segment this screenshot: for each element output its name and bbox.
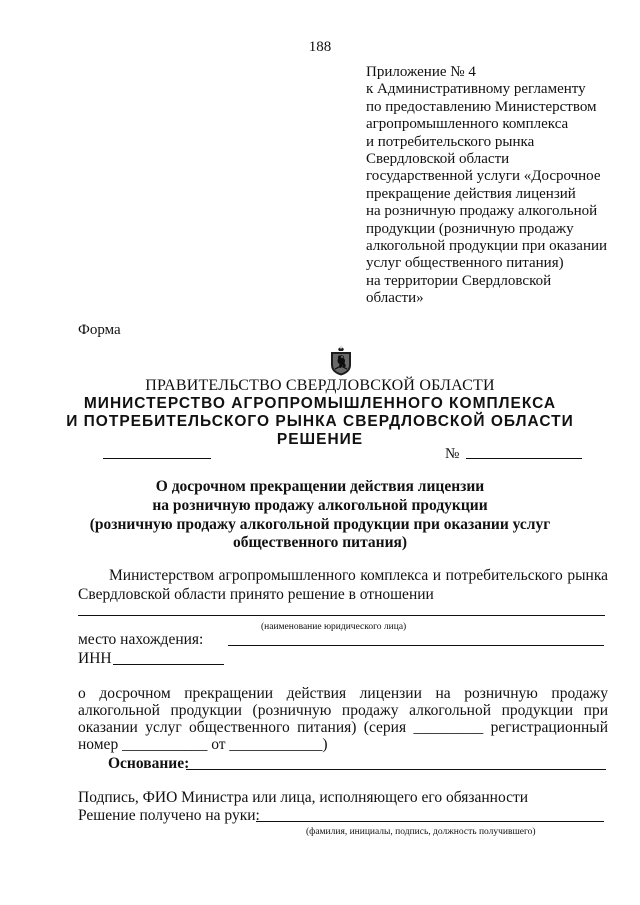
received-field-line	[256, 821, 604, 822]
received-caption: (фамилия, инициалы, подпись, должность получившего)	[306, 827, 536, 837]
sverdlovsk-coat-of-arms-icon	[329, 346, 353, 376]
entity-name-caption: (наименование юридического лица)	[261, 622, 407, 632]
appendix-line: услуг общественного питания)	[366, 255, 564, 272]
number-field-line	[466, 458, 582, 459]
decision-title: РЕШЕНИЕ	[276, 431, 364, 448]
appendix-line: к Административному регламенту	[366, 81, 586, 98]
appendix-line: агропромышленного комплекса	[366, 116, 569, 133]
title-line: О досрочном прекращении действия лицензии	[155, 478, 485, 495]
title-line: общественного питания)	[232, 534, 408, 552]
entity-name-line	[78, 615, 605, 616]
appendix-line: прекращение действия лицензий	[366, 185, 576, 202]
appendix-line: области»	[366, 290, 424, 307]
inn-field-line	[113, 664, 224, 665]
appendix-line: продукции (розничную продажу	[366, 220, 574, 237]
received-label: Решение получено на руки:	[78, 807, 260, 824]
form-label: Форма	[78, 322, 121, 338]
appendix-line: Свердловской области	[366, 151, 510, 168]
title-line: на розничную продажу алкогольной продукции	[152, 496, 488, 514]
appendix-line: на розничную продажу алкогольной	[366, 203, 598, 220]
intro-line-1: Министерством агропромышленного комплекса и потребительского рынка	[109, 567, 608, 584]
location-field-line	[228, 645, 604, 646]
termination-line-2: алкогольной продукции (розничную продажу алкогольной продукции при	[78, 702, 608, 719]
intro-line-2: Свердловской области принято решение в отношении	[78, 586, 434, 603]
basis-field-line	[186, 769, 606, 770]
ministry-title-line1: МИНИСТЕРСТВО АГРОПРОМЫШЛЕННОГО КОМПЛЕКСА	[83, 395, 557, 412]
basis-label: Основание:	[108, 755, 190, 772]
appendix-block	[366, 64, 636, 308]
appendix-line: Приложение № 4	[366, 64, 476, 80]
termination-line-1: о досрочном прекращении действия лицензии на розничную продажу	[78, 685, 608, 702]
termination-line-4: номер ___________ от ____________)	[78, 736, 328, 753]
date-field-line	[103, 458, 211, 459]
location-label: место нахождения:	[78, 631, 204, 648]
appendix-line: государственной услуги «Досрочное	[366, 168, 601, 185]
ministry-title-line2: И ПОТРЕБИТЕЛЬСКОГО РЫНКА СВЕРДЛОВСКОЙ ОБЛАСТИ	[66, 413, 574, 430]
appendix-line: и потребительского рынка	[366, 133, 535, 150]
title-line: (розничную продажу алкогольной продукции при оказании услуг	[89, 515, 551, 533]
page-number: 188	[308, 39, 332, 55]
appendix-line: алкогольной продукции при оказании	[366, 238, 608, 255]
inn-label: ИНН	[78, 650, 112, 667]
appendix-line: по предоставлению Министерством	[366, 98, 597, 115]
decision-subject-title	[60, 478, 580, 553]
appendix-line: на территории Свердловской	[366, 272, 552, 289]
termination-line-3: оказании услуг общественного питания) (серия _________ регистрационный	[78, 719, 608, 736]
number-sign: №	[445, 446, 460, 462]
government-title: ПРАВИТЕЛЬСТВО СВЕРДЛОВСКОЙ ОБЛАСТИ	[145, 377, 495, 394]
signature-label: Подпись, ФИО Министра или лица, исполняющего его обязанности	[78, 789, 529, 806]
